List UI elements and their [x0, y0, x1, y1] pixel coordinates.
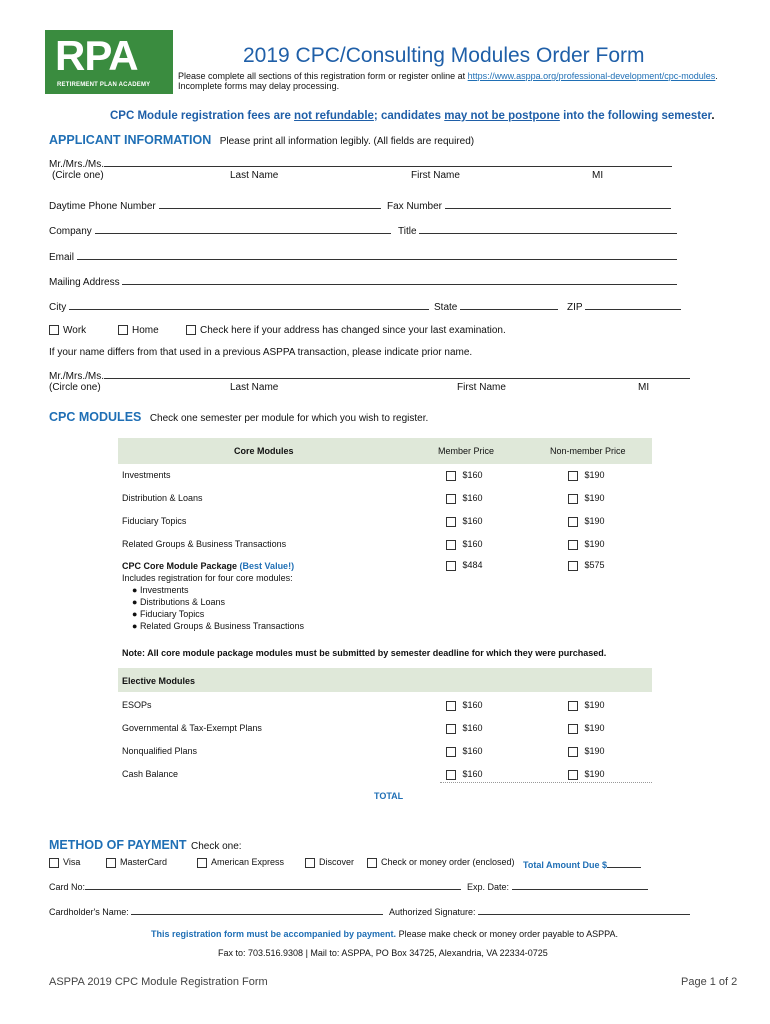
- mail-address: Fax to: 703.516.9308 | Mail to: ASPPA, PO Box 34725, Alexandria, VA 22334-0725: [218, 948, 548, 958]
- nonmember-price-checkbox[interactable]: $190: [568, 769, 605, 780]
- modules-table: Core Modules Member Price Non-member Price Investments $160 $190 Distribution & Loans $160 $190 Fiduciary Topics $160 $190 Related Groups & Business Transactions $160 $190 CPC Core Module Package (Best Value!) Includes registration for four core modules: ● Investments ● Distributions & Loans ● Fiduciary Topics ● Related Groups & Business Transactions $484 $575 Note: All core module package modules must be submitted by semester deadline for which they were purchased. Elective Modules ESOPs $160 $190 Governmental & Tax-Exempt Plans $160 $190 Nonqualified Plans $160 $190 Cash Balance $160 $190 TOTAL: [118, 438, 652, 788]
- nonmember-price-checkbox[interactable]: $190: [568, 539, 605, 550]
- nonmember-price-checkbox[interactable]: $190: [568, 470, 605, 481]
- total-label: TOTAL: [374, 791, 404, 801]
- instructions: Please complete all sections of this registration form or register online at https://www.asppa.org/professional-development/cpc-modules. Incomplete forms may delay processing.: [178, 71, 718, 91]
- checkbox-icon: [446, 701, 456, 711]
- work-checkbox[interactable]: Work: [49, 325, 86, 336]
- payment-heading: METHOD OF PAYMENT Check one:: [49, 838, 242, 852]
- footer-left: ASPPA 2019 CPC Module Registration Form: [49, 976, 268, 988]
- package-item: ● Fiduciary Topics: [132, 609, 205, 619]
- checkbox-icon: [446, 517, 456, 527]
- checkbox-icon: [568, 561, 578, 571]
- mastercard-checkbox[interactable]: MasterCard: [106, 857, 167, 868]
- package-item: ● Related Groups & Business Transactions: [132, 621, 305, 631]
- checkbox-icon: [568, 540, 578, 550]
- nonmember-price-checkbox[interactable]: $190: [568, 516, 605, 527]
- checkbox-icon: [568, 471, 578, 481]
- card-number-field[interactable]: Card No:: [49, 879, 461, 892]
- member-price-checkbox[interactable]: $160: [446, 470, 483, 481]
- email-field[interactable]: Email: [49, 249, 677, 263]
- package-nonmember-checkbox[interactable]: $575: [568, 560, 605, 571]
- module-name: Governmental & Tax-Exempt Plans: [122, 723, 262, 733]
- mailing-address-field[interactable]: Mailing Address: [49, 274, 677, 288]
- module-name: Distribution & Loans: [122, 493, 203, 503]
- package-item: ● Investments: [132, 585, 189, 595]
- page-number: Page 1 of 2: [681, 976, 738, 988]
- visa-checkbox[interactable]: Visa: [49, 857, 80, 868]
- checkbox-icon: [186, 325, 196, 335]
- checkbox-icon: [305, 858, 315, 868]
- package-row: CPC Core Module Package (Best Value!) Includes registration for four core modules: ● Investments ● Distributions & Loans ● Fiduciary Topics ● Related Groups & Business Transactions: [122, 560, 422, 632]
- checkbox-icon: [446, 471, 456, 481]
- checkbox-icon: [49, 325, 59, 335]
- module-name: ESOPs: [122, 700, 152, 710]
- member-price-checkbox[interactable]: $160: [446, 769, 483, 780]
- discover-checkbox[interactable]: Discover: [305, 857, 354, 868]
- member-price-checkbox[interactable]: $160: [446, 700, 483, 711]
- prior-name-note: If your name differs from that used in a previous ASPPA transaction, please indicate prior name.: [49, 347, 473, 358]
- logo-subtext: RETIREMENT PLAN ACADEMY: [57, 82, 151, 88]
- checkbox-icon: [446, 540, 456, 550]
- checkbox-icon: [568, 747, 578, 757]
- checkbox-icon: [446, 747, 456, 757]
- checkbox-icon: [446, 561, 456, 571]
- bullet-icon: ●: [132, 597, 140, 607]
- city-field[interactable]: City: [49, 299, 429, 313]
- package-item: ● Distributions & Loans: [132, 597, 225, 607]
- prior-name-field[interactable]: Mr./Mrs./Ms.: [49, 368, 690, 382]
- checkbox-icon: [446, 494, 456, 504]
- checkbox-icon: [568, 494, 578, 504]
- phone-field[interactable]: Daytime Phone Number: [49, 198, 381, 212]
- module-name: Related Groups & Business Transactions: [122, 539, 287, 549]
- home-checkbox[interactable]: Home: [118, 325, 159, 336]
- logo-text: RPA: [55, 32, 138, 79]
- member-price-checkbox[interactable]: $160: [446, 493, 483, 504]
- module-name: Fiduciary Topics: [122, 516, 187, 526]
- checkbox-icon: [49, 858, 59, 868]
- amex-checkbox[interactable]: American Express: [197, 857, 284, 868]
- member-price-checkbox[interactable]: $160: [446, 539, 483, 550]
- checkbox-icon: [568, 517, 578, 527]
- form-title: 2019 CPC/Consulting Modules Order Form: [243, 44, 645, 67]
- fax-field[interactable]: Fax Number: [387, 198, 671, 212]
- payment-note: This registration form must be accompanied by payment. Please make check or money order payable to ASPPA.: [151, 929, 619, 939]
- title-field[interactable]: Title: [398, 223, 677, 237]
- state-field[interactable]: State: [434, 299, 558, 313]
- package-member-checkbox[interactable]: $484: [446, 560, 483, 571]
- checkbox-icon: [568, 770, 578, 780]
- checkbox-icon: [197, 858, 207, 868]
- checkbox-icon: [118, 325, 128, 335]
- module-name: Investments: [122, 470, 171, 480]
- bullet-icon: ●: [132, 621, 140, 631]
- cardholder-name-field[interactable]: Cardholder's Name:: [49, 904, 383, 917]
- checkbox-icon: [367, 858, 377, 868]
- member-price-checkbox[interactable]: $160: [446, 516, 483, 527]
- checkbox-icon: [568, 724, 578, 734]
- registration-link[interactable]: https://www.asppa.org/professional-development/cpc-modules: [467, 71, 716, 81]
- applicant-heading: APPLICANT INFORMATION Please print all information legibly. (All fields are required): [49, 133, 475, 147]
- nonmember-price-checkbox[interactable]: $190: [568, 493, 605, 504]
- module-name: Nonqualified Plans: [122, 746, 198, 756]
- member-price-checkbox[interactable]: $160: [446, 723, 483, 734]
- checkbox-icon: [446, 724, 456, 734]
- exp-date-field[interactable]: Exp. Date:: [467, 879, 648, 892]
- checkbox-icon: [106, 858, 116, 868]
- nonmember-price-checkbox[interactable]: $190: [568, 723, 605, 734]
- module-name: Cash Balance: [122, 769, 179, 779]
- check-money-order-checkbox[interactable]: Check or money order (enclosed): [367, 857, 515, 868]
- bullet-icon: ●: [132, 609, 140, 619]
- nonmember-price-checkbox[interactable]: $190: [568, 746, 605, 757]
- zip-field[interactable]: ZIP: [567, 299, 681, 313]
- checkbox-icon: [446, 770, 456, 780]
- checkbox-icon: [568, 701, 578, 711]
- signature-field[interactable]: Authorized Signature:: [389, 904, 690, 917]
- member-price-checkbox[interactable]: $160: [446, 746, 483, 757]
- bullet-icon: ●: [132, 585, 140, 595]
- package-note: Note: All core module package modules must be submitted by semester deadline for which they were purchased.: [122, 648, 607, 658]
- nonmember-price-checkbox[interactable]: $190: [568, 700, 605, 711]
- name-field[interactable]: Mr./Mrs./Ms.: [49, 156, 672, 170]
- rpa-logo: [45, 30, 173, 94]
- company-field[interactable]: Company: [49, 223, 391, 237]
- refund-notice: CPC Module registration fees are not refundable; candidates may not be postpone into the following semester.: [110, 110, 715, 122]
- total-amount-due-field[interactable]: Total Amount Due $: [523, 857, 641, 870]
- modules-heading: CPC MODULES Check one semester per module for which you wish to register.: [49, 410, 429, 424]
- address-changed-checkbox[interactable]: Check here if your address has changed since your last examination.: [186, 325, 506, 336]
